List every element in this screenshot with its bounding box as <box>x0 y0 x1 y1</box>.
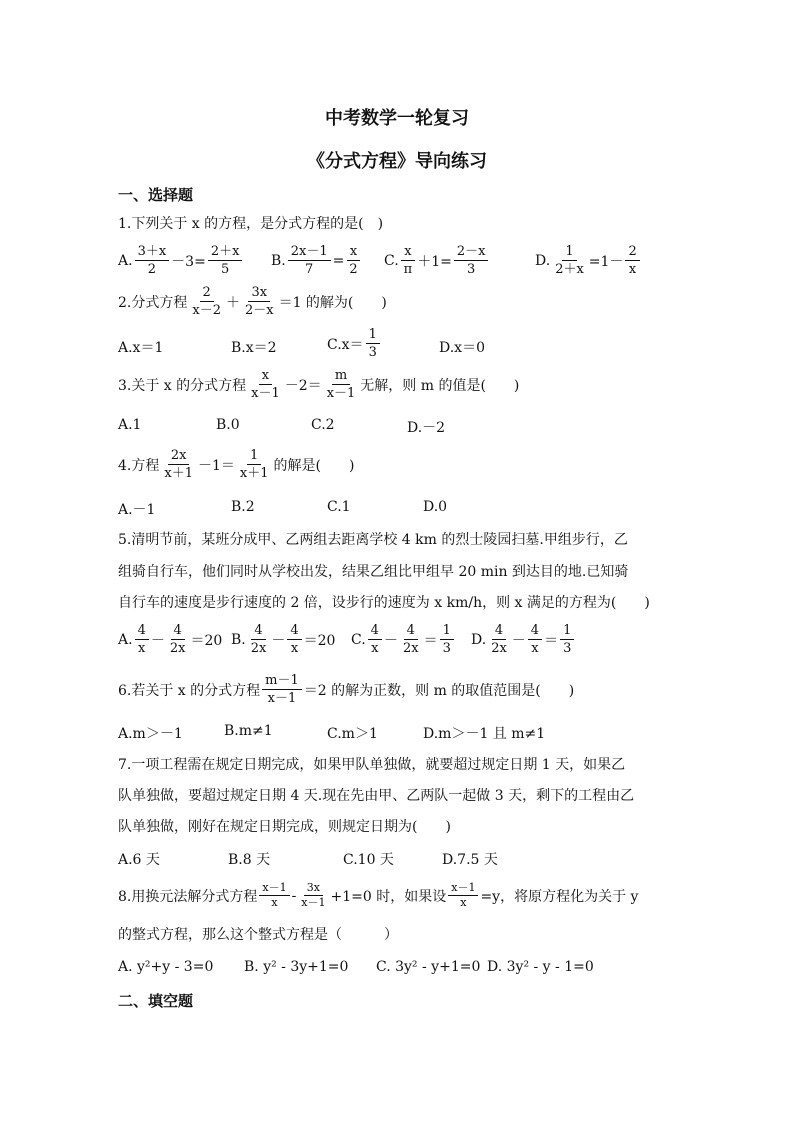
fraction: $\frac{x}{2}$ <box>346 243 360 278</box>
question-3-stem: 3.关于 x 的分式方程 $\frac{x}{x-1}$ －2＝ $\frac{m}{x-1}$ 无解，则 m 的值是( ) <box>118 368 520 401</box>
question-1-option-c[interactable]: C. $\frac{x}{\pi}$ ＋1= $\frac{2-x}{3}$ <box>384 243 490 278</box>
fraction: $\frac{4}{2x}$ <box>491 623 507 656</box>
fraction: $\frac{x}{x-1}$ <box>251 368 280 401</box>
fraction: $\frac{4}{x}$ <box>368 622 382 657</box>
fraction: $\frac{2}{x-2}$ <box>192 285 221 318</box>
question-7-option-d[interactable]: D.7.5 天 <box>442 852 498 868</box>
question-2-option-a[interactable]: A.x＝1 <box>118 340 164 356</box>
question-4-option-b[interactable]: B.2 <box>231 499 255 515</box>
question-6-option-d[interactable]: D.m＞－1 且 m≠1 <box>423 726 546 742</box>
question-5-line-2: 组骑自行车，他们同时从学校出发，结果乙组比甲组早 20 min 到达目的地.已知骑 <box>118 564 629 580</box>
question-2-option-c[interactable]: C.x＝ $\frac{1}{3}$ <box>327 326 382 361</box>
question-3-option-d[interactable]: D.－2 <box>407 420 446 436</box>
fraction: $\frac{4}{2x}$ <box>169 623 186 656</box>
question-1-option-d[interactable]: D. $\frac{1}{2+x}$ =1－ $\frac{2}{x}$ <box>535 243 642 278</box>
fraction: $\frac{1}{x+1}$ <box>239 448 269 481</box>
question-7-line-2: 队单独做，要超过规定日期 4 天.现在先由甲、乙两队一起做 3 天，剩下的工程由乙 <box>118 788 635 804</box>
fraction: $\frac{2x}{x+1}$ <box>164 448 193 481</box>
question-5-option-d[interactable]: D. $\frac{4}{2x}$ － $\frac{4}{x}$ ＝ $\frac{1}{3}$ <box>471 622 576 657</box>
fraction: $\frac{1}{3}$ <box>366 326 380 361</box>
question-7-option-c[interactable]: C.10 天 <box>343 852 394 868</box>
question-3-option-c[interactable]: C.2 <box>311 417 335 433</box>
question-7-option-b[interactable]: B.8 天 <box>228 852 271 868</box>
question-6-option-c[interactable]: C.m＞1 <box>327 726 378 742</box>
question-8-option-a[interactable]: A. y²+y - 3=0 <box>118 959 214 975</box>
question-8-option-c[interactable]: C. 3y² - y+1=0 <box>376 959 481 975</box>
section-heading-fill-blank: 二、填空题 <box>118 992 194 1010</box>
section-heading-choice: 一、选择题 <box>118 186 194 204</box>
question-1-option-a[interactable]: A. $\frac{3+x}{2}$ －3= $\frac{2+x}{5}$ <box>118 243 244 278</box>
question-7-line-1: 7.一项工程需在规定日期完成，如果甲队单独做，就要超过规定日期 1 天，如果乙 <box>118 757 626 773</box>
question-2-stem: 2.分式方程 $\frac{2}{x-2}$ ＋ $\frac{3x}{2-x}$ ＝1 的解为( ) <box>118 285 387 318</box>
question-4-stem: 4.方程 $\frac{2x}{x+1}$ －1＝ $\frac{1}{x+1}$ 的解是( ) <box>118 448 355 481</box>
fraction: $\frac{4}{2x}$ <box>402 623 419 656</box>
question-5-option-b[interactable]: B. $\frac{4}{2x}$ － $\frac{4}{x}$ ＝20 <box>231 623 336 656</box>
fraction: $\frac{3+x}{2}$ <box>135 243 170 278</box>
question-8-option-b[interactable]: B. y² - 3y+1=0 <box>244 959 349 975</box>
fraction: $\frac{x}{\pi}$ <box>401 243 416 278</box>
fraction: $\frac{4}{x}$ <box>287 622 301 657</box>
fraction: $\frac{m}{x-1}$ <box>326 368 356 401</box>
question-7-option-a[interactable]: A.6 天 <box>118 852 160 868</box>
question-5-option-c[interactable]: C. $\frac{4}{x}$ － $\frac{4}{2x}$ ＝ $\frac{1}{3}$ <box>351 622 456 657</box>
question-1-option-b[interactable]: B. $\frac{2x-1}{7}$ = $\frac{x}{2}$ <box>271 243 363 278</box>
question-3-option-b[interactable]: B.0 <box>216 417 240 433</box>
fraction: $\frac{4}{2x}$ <box>250 623 267 656</box>
fraction: $\frac{2-x}{3}$ <box>454 243 489 278</box>
page-title: 中考数学一轮复习 <box>325 108 469 129</box>
question-6-option-b[interactable]: B.m≠1 <box>224 723 273 739</box>
fraction: $\frac{2}{x}$ <box>625 243 639 278</box>
question-8-line-2: 的整式方程，那么这个整式方程是（ ） <box>118 927 398 943</box>
question-3-option-a[interactable]: A.1 <box>118 417 142 433</box>
fraction: $\frac{1}{3}$ <box>560 622 574 657</box>
fraction: $\frac{3x}{2-x}$ <box>244 285 274 318</box>
question-4-option-a[interactable]: A.－1 <box>118 502 156 518</box>
question-1-stem: 1.下列关于 x 的方程，是分式方程的是( ) <box>118 216 384 232</box>
question-6-stem: 6.若关于 x 的分式方程 $\frac{m-1}{x-1}$ ＝2 的解为正数，则 m 的取值范围是( ) <box>118 673 575 706</box>
question-8-stem: 8.用换元法解分式方程 $\frac{x-1}{x}$ - $\frac{3x}{x-1}$ +1=0 时，如果设 $\frac{x-1}{x}$ =y，将原方程化为关于 y <box>118 881 639 909</box>
fraction: $\frac{1}{2+x}$ <box>555 244 584 277</box>
fraction: $\frac{x-1}{x}$ <box>448 881 478 910</box>
fraction: $\frac{1}{3}$ <box>440 622 454 657</box>
fraction: $\frac{2x-1}{7}$ <box>288 243 331 278</box>
question-6-option-a[interactable]: A.m＞－1 <box>118 726 183 742</box>
question-2-option-b[interactable]: B.x＝2 <box>231 340 277 356</box>
fraction: $\frac{3x}{x-1}$ <box>301 881 326 909</box>
fraction: $\frac{2+x}{5}$ <box>208 243 243 278</box>
question-4-option-d[interactable]: D.0 <box>423 499 448 515</box>
fraction: $\frac{4}{x}$ <box>528 622 542 657</box>
fraction: $\frac{m-1}{x-1}$ <box>262 672 302 707</box>
question-5-option-a[interactable]: A. $\frac{4}{x}$ － $\frac{4}{2x}$ ＝20 <box>118 623 223 656</box>
fraction: $\frac{4}{x}$ <box>135 622 149 657</box>
question-7-line-3: 队单独做，刚好在规定日期完成，则规定日期为( ) <box>118 819 451 835</box>
question-5-line-1: 5.清明节前，某班分成甲、乙两组去距离学校 4 km 的烈士陵园扫墓.甲组步行，乙 <box>118 532 628 548</box>
question-4-option-c[interactable]: C.1 <box>327 499 351 515</box>
fraction: $\frac{x-1}{x}$ <box>259 881 289 910</box>
question-8-option-d[interactable]: D. 3y² - y - 1=0 <box>487 959 594 975</box>
page-subtitle: 《分式方程》导向练习 <box>307 151 487 172</box>
question-2-option-d[interactable]: D.x＝0 <box>439 340 485 356</box>
question-5-line-3: 自行车的速度是步行速度的 2 倍，设步行的速度为 x km/h，则 x 满足的方程为( ) <box>118 595 650 611</box>
